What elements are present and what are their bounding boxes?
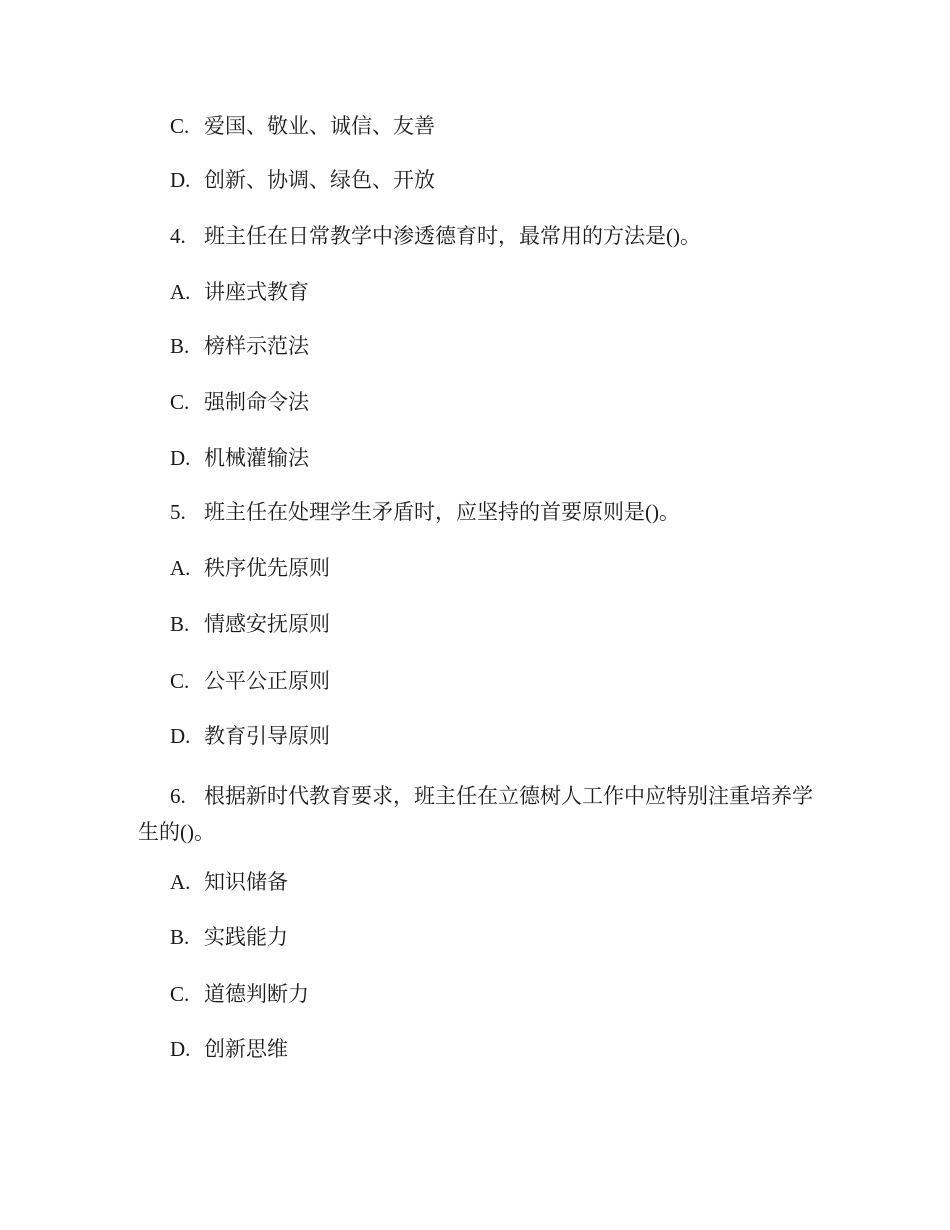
option-marker: A. <box>170 280 191 304</box>
q6-option-c <box>170 980 309 1008</box>
option-text: 创新、协调、绿色、开放 <box>204 168 435 192</box>
option-marker: D. <box>170 446 191 470</box>
q4-option-c <box>170 388 309 416</box>
q3-option-d <box>170 166 435 194</box>
option-marker: B. <box>170 612 190 636</box>
question-text: 班主任在日常教学中渗透德育时，最常用的方法是()。 <box>204 224 701 248</box>
option-text: 秩序优先原则 <box>204 556 330 580</box>
option-text: 强制命令法 <box>204 390 309 414</box>
option-text: 实践能力 <box>204 925 288 949</box>
option-text: 情感安抚原则 <box>204 612 330 636</box>
option-marker: D. <box>170 168 191 192</box>
q6-stem <box>138 778 818 850</box>
option-text: 公平公正原则 <box>204 669 330 693</box>
q5-option-d <box>170 722 330 750</box>
option-marker: A. <box>170 870 191 894</box>
option-marker: B. <box>170 925 190 949</box>
option-marker: C. <box>170 669 190 693</box>
option-marker: D. <box>170 724 191 748</box>
option-text: 知识储备 <box>204 870 288 894</box>
question-number: 6. <box>170 784 186 808</box>
option-marker: B. <box>170 334 190 358</box>
q4-option-d <box>170 444 309 472</box>
option-marker: C. <box>170 982 190 1006</box>
q5-option-a <box>170 554 330 582</box>
q6-option-d <box>170 1035 288 1063</box>
option-text: 机械灌输法 <box>204 446 309 470</box>
q5-option-c <box>170 667 330 695</box>
q6-option-b <box>170 923 288 951</box>
option-text: 榜样示范法 <box>204 334 309 358</box>
q5-stem <box>170 498 680 526</box>
option-text: 讲座式教育 <box>204 280 309 304</box>
option-marker: D. <box>170 1037 191 1061</box>
q6-option-a <box>170 868 288 896</box>
q4-option-a <box>170 278 309 306</box>
question-number: 5. <box>170 500 186 524</box>
q4-stem <box>170 222 701 250</box>
option-text: 教育引导原则 <box>204 724 330 748</box>
q3-option-c <box>170 112 435 140</box>
question-text: 班主任在处理学生矛盾时，应坚持的首要原则是()。 <box>204 500 680 524</box>
question-text: 根据新时代教育要求，班主任在立德树人工作中应特别注重培养学生的()。 <box>138 784 813 844</box>
question-number: 4. <box>170 224 186 248</box>
option-marker: C. <box>170 114 190 138</box>
option-text: 爱国、敬业、诚信、友善 <box>204 114 435 138</box>
option-marker: C. <box>170 390 190 414</box>
q4-option-b <box>170 332 309 360</box>
option-text: 道德判断力 <box>204 982 309 1006</box>
q5-option-b <box>170 610 330 638</box>
option-marker: A. <box>170 556 191 580</box>
option-text: 创新思维 <box>204 1037 288 1061</box>
